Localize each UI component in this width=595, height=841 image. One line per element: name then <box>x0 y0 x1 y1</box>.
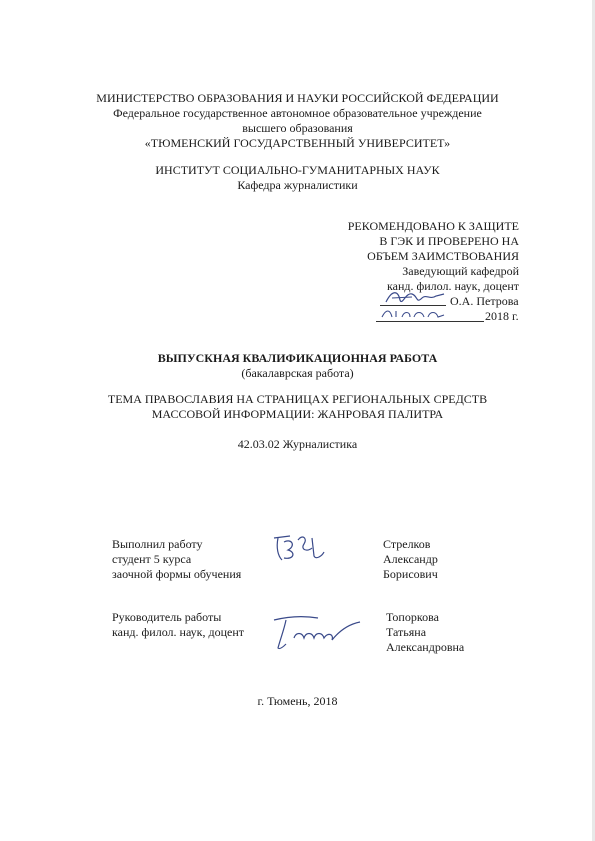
work-type: ВЫПУСКНАЯ КВАЛИФИКАЦИОННАЯ РАБОТА <box>157 351 438 365</box>
approval-degree: канд. филол. наук, доцент <box>386 279 519 293</box>
approval-year: 2018 г. <box>485 309 519 323</box>
approval-head-name: О.А. Петрова <box>450 294 519 308</box>
university-name: «ТЮМЕНСКИЙ ГОСУДАРСТВЕННЫЙ УНИВЕРСИТЕТ» <box>144 136 451 150</box>
approval-date-handwriting <box>378 305 458 323</box>
supervisor-surname: Топоркова <box>386 610 439 624</box>
supervisor-label-line1: Руководитель работы <box>112 610 222 624</box>
supervisor-first-name: Татьяна <box>386 625 427 639</box>
city-year: г. Тюмень, 2018 <box>257 694 338 708</box>
work-title-line2: МАССОВОЙ ИНФОРМАЦИИ: ЖАНРОВАЯ ПАЛИТРА <box>151 407 444 421</box>
approval-line1: РЕКОМЕНДОВАНО К ЗАЩИТЕ <box>347 219 519 233</box>
approval-position: Заведующий кафедрой <box>402 264 519 278</box>
approval-line3: ОБЪЕМ ЗАИМСТВОВАНИЯ <box>367 249 519 263</box>
author-label-line3: заочной формы обучения <box>112 567 242 581</box>
work-title-line1: ТЕМА ПРАВОСЛАВИЯ НА СТРАНИЦАХ РЕГИОНАЛЬНЫХ СРЕДСТВ <box>107 392 488 406</box>
author-surname: Стрелков <box>383 537 431 551</box>
institution-type-line1: Федеральное государственное автономное образовательное учреждение <box>113 106 482 120</box>
author-signature <box>268 530 328 566</box>
specialty: 42.03.02 Журналистика <box>237 437 358 451</box>
work-subtype: (бакалаврская работа) <box>241 366 354 380</box>
supervisor-patronymic: Александровна <box>386 640 465 654</box>
author-label-line1: Выполнил работу <box>112 537 203 551</box>
institution-type-line2: высшего образования <box>242 121 353 135</box>
institute-name: ИНСТИТУТ СОЦИАЛЬНО-ГУМАНИТАРНЫХ НАУК <box>155 163 440 177</box>
department-name: Кафедра журналистики <box>237 178 358 192</box>
author-first-name: Александр <box>383 552 438 566</box>
supervisor-label-line2: канд. филол. наук, доцент <box>112 625 245 639</box>
author-label-line2: студент 5 курса <box>112 552 192 566</box>
author-patronymic: Борисович <box>383 567 438 581</box>
ministry-name: МИНИСТЕРСТВО ОБРАЗОВАНИЯ И НАУКИ РОССИЙСКОЙ ФЕДЕРАЦИИ <box>96 91 499 105</box>
approval-line2: В ГЭК И ПРОВЕРЕНО НА <box>379 234 519 248</box>
supervisor-signature <box>270 610 366 654</box>
